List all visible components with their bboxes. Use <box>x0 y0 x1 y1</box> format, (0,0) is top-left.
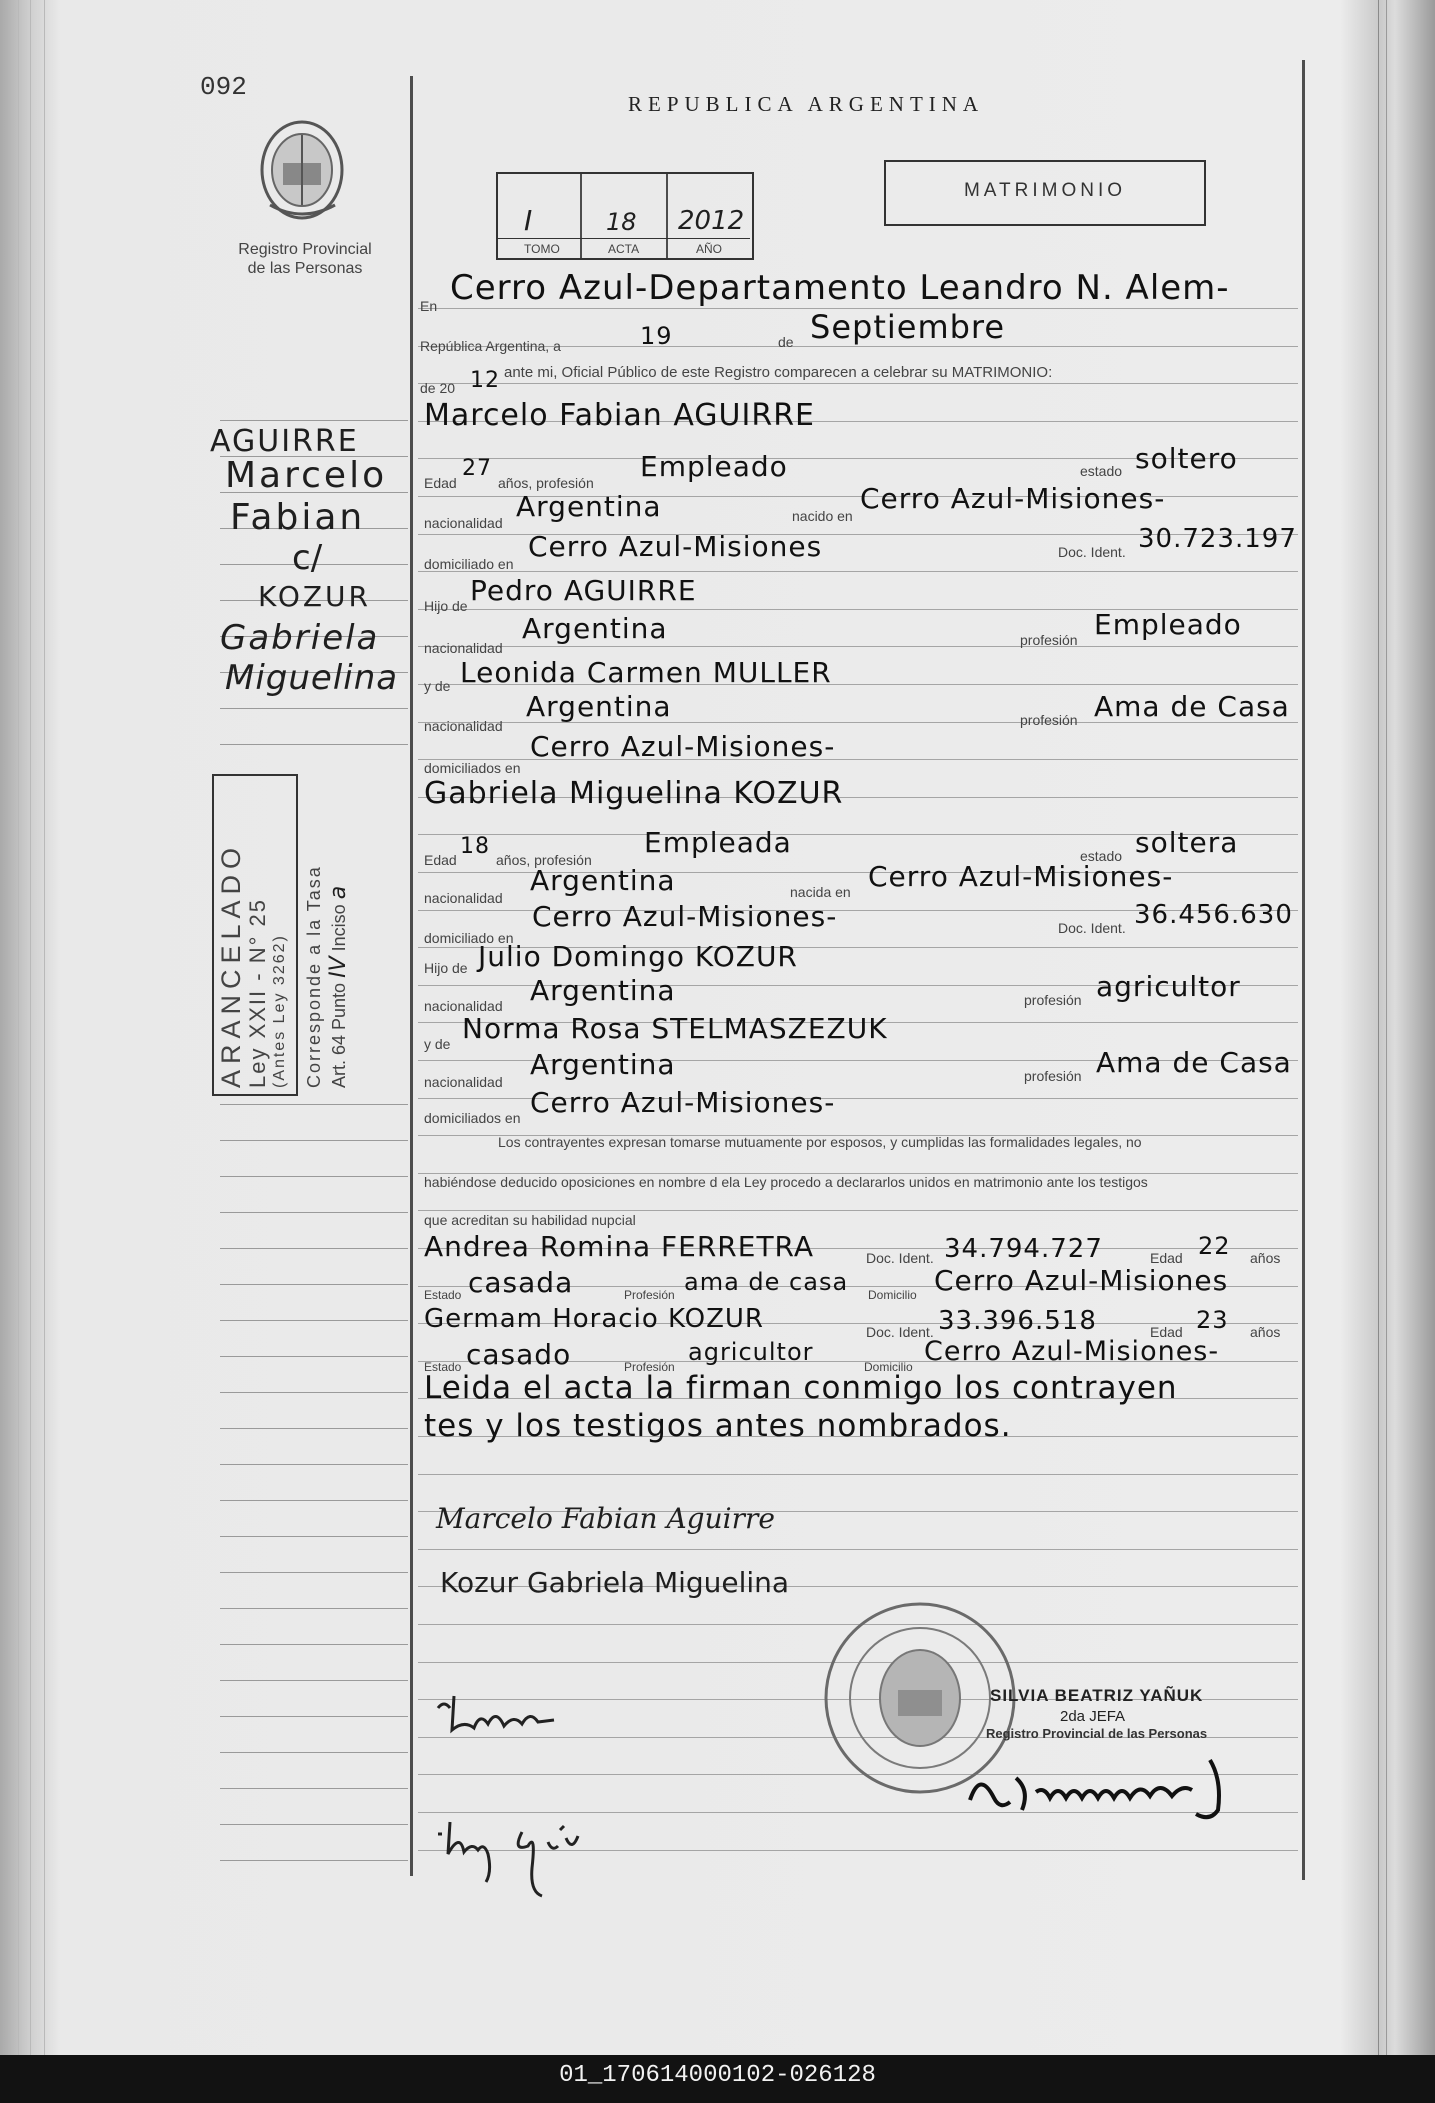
domiciliados-en-label: domiciliados en <box>424 760 521 776</box>
closing-line-1: Leida el acta la firman conmigo los contrayen <box>424 1370 1178 1406</box>
tomo-value: I <box>524 204 533 237</box>
estado-label: estado <box>1080 463 1123 479</box>
body-rule <box>418 646 1298 647</box>
fee-stamp-inciso-label: Inciso <box>329 904 349 952</box>
margin-rule <box>220 1608 408 1609</box>
place-value: Cerro Azul-Departamento Leandro N. Alem- <box>450 268 1230 308</box>
hijo-de-label: Hijo de <box>424 960 468 976</box>
groom-status: soltero <box>1135 442 1238 475</box>
signature-witness2 <box>432 1812 632 1902</box>
signature-groom: Marcelo Fabian Aguirre <box>436 1502 775 1535</box>
edad-label: Edad <box>1150 1324 1183 1340</box>
groom-mother: Leonida Carmen MULLER <box>460 656 832 689</box>
edad-label: Edad <box>424 852 457 868</box>
margin-rule <box>220 1464 408 1465</box>
groom-mother-profession: Ama de Casa <box>1094 690 1290 723</box>
y-de-label: y de <box>424 678 451 694</box>
acta-value: 18 <box>606 208 637 236</box>
registry-name: Registro Provincial de las Personas <box>238 241 372 277</box>
margin-rule <box>220 1104 408 1105</box>
margin-name-line: Gabriela <box>220 618 380 658</box>
profesion-label: profesión <box>1024 1068 1082 1084</box>
witness2-doc: 33.396.518 <box>938 1306 1097 1336</box>
witness1-doc: 34.794.727 <box>944 1234 1103 1264</box>
groom-father-profession: Empleado <box>1094 608 1242 641</box>
margin-rule <box>220 1788 408 1789</box>
margin-rule <box>220 1140 408 1141</box>
bride-born-in: Cerro Azul-Misiones- <box>868 860 1174 893</box>
margin-name-line: Fabian <box>230 497 366 538</box>
legal-text-3: que acreditan su habilidad nupcial <box>424 1212 636 1228</box>
doc-ident-label: Doc. Ident. <box>866 1324 934 1340</box>
de-label: de <box>778 334 794 350</box>
margin-rule <box>220 744 408 745</box>
domiciliado-en-label: domiciliado en <box>424 930 514 946</box>
margin-rule <box>220 708 408 709</box>
witness1-profession: ama de casa <box>684 1268 849 1296</box>
fee-stamp-inciso: a <box>326 885 351 900</box>
official-role: 2da JEFA <box>1060 1708 1126 1725</box>
domiciliados-en-label: domiciliados en <box>424 1110 521 1126</box>
nacida-en-label: nacida en <box>790 884 851 900</box>
bride-mother: Norma Rosa STELMASZEZUK <box>462 1012 888 1045</box>
groom-nationality: Argentina <box>516 490 662 523</box>
margin-rule <box>220 1356 408 1357</box>
margin-rule <box>220 1248 408 1249</box>
day-value: 19 <box>640 322 673 350</box>
republica-label: República Argentina, a <box>420 338 561 354</box>
nacido-en-label: nacido en <box>792 508 853 524</box>
margin-rule <box>220 1392 408 1393</box>
margin-rule <box>220 1500 408 1501</box>
groom-doc: 30.723.197 <box>1138 524 1297 554</box>
bride-profession: Empleada <box>644 826 792 859</box>
margin-rule <box>220 1716 408 1717</box>
margin-rule <box>220 1536 408 1537</box>
bride-father: Julio Domingo KOZUR <box>478 940 798 973</box>
witness1-age: 22 <box>1198 1232 1231 1260</box>
month-value: Septiembre <box>810 308 1006 346</box>
witness2-name: Germam Horacio KOZUR <box>424 1304 764 1334</box>
country-title: REPUBLICA ARGENTINA <box>628 92 985 116</box>
margin-rule <box>220 1176 408 1177</box>
intro-text: ante mi, Oficial Público de este Registro comparecen a celebrar su MATRIMONIO: <box>504 364 1053 381</box>
estado-label: Estado <box>424 1288 462 1302</box>
margin-name-line: Marcelo <box>225 455 388 496</box>
act-type: MATRIMONIO <box>963 180 1127 201</box>
legal-text-2: habiéndose deducido oposiciones en nombre d ela Ley procedo a declararlos unidos en matrimonio ante los testigos <box>424 1174 1148 1190</box>
margin-rule <box>220 1428 408 1429</box>
hijo-de-label: Hijo de <box>424 598 468 614</box>
groom-name: Marcelo Fabian AGUIRRE <box>424 398 816 433</box>
witness2-profession: agricultor <box>688 1338 814 1366</box>
doc-ident-label: Doc. Ident. <box>866 1250 934 1266</box>
closing-line-2: tes y los testigos antes nombrados. <box>424 1408 1012 1444</box>
margin-name-line: AGUIRRE <box>210 424 359 459</box>
groom-father: Pedro AGUIRRE <box>470 574 697 607</box>
profesion-label: profesión <box>1024 992 1082 1008</box>
fee-stamp-text <box>216 778 290 1088</box>
margin-name-line: KOZUR <box>258 580 371 613</box>
year-prefix-label: de 20 <box>420 380 456 396</box>
margin-rule <box>220 1212 408 1213</box>
fee-stamp-punto: IV <box>326 956 351 978</box>
margin-rule <box>220 1644 408 1645</box>
groom-mother-nationality: Argentina <box>526 690 672 723</box>
bride-mother-profession: Ama de Casa <box>1096 1046 1292 1079</box>
margin-rule <box>220 1860 408 1861</box>
anos-profesion-label: años, profesión <box>498 475 594 491</box>
official-office: Registro Provincial de las Personas <box>986 1726 1208 1741</box>
nacionalidad-label: nacionalidad <box>424 890 503 906</box>
fee-stamp-line4: Corresponde a la Tasa <box>304 865 324 1088</box>
bride-doc: 36.456.630 <box>1134 900 1293 930</box>
fee-stamp-line3: (Antes Ley 3262) <box>271 934 288 1088</box>
profesion-label: Profesión <box>624 1288 675 1302</box>
body-rule <box>418 1549 1298 1550</box>
body-rule <box>418 1210 1298 1211</box>
profesion-label: profesión <box>1020 712 1078 728</box>
nacionalidad-label: nacionalidad <box>424 998 503 1014</box>
year-suffix-value: 12 <box>470 368 500 393</box>
groom-born-in: Cerro Azul-Misiones- <box>860 482 1166 515</box>
domiciliado-en-label: domiciliado en <box>424 556 514 572</box>
estado-label: Estado <box>424 1360 462 1374</box>
bride-parents-domicile: Cerro Azul-Misiones- <box>530 1086 836 1119</box>
bride-mother-nationality: Argentina <box>530 1048 676 1081</box>
y-de-label: y de <box>424 1036 451 1052</box>
bride-father-profession: agricultor <box>1096 970 1241 1003</box>
witness1-domicile: Cerro Azul-Misiones <box>934 1264 1229 1297</box>
body-rule <box>418 571 1298 572</box>
groom-profession: Empleado <box>640 450 788 483</box>
bride-nationality: Argentina <box>530 864 676 897</box>
groom-parents-domicile: Cerro Azul-Misiones- <box>530 730 836 763</box>
anio-value: 2012 <box>678 206 745 236</box>
witness1-name: Andrea Romina FERRETRA <box>424 1230 815 1263</box>
signature-bride: Kozur Gabriela Miguelina <box>440 1566 790 1599</box>
coat-of-arms-icon <box>255 115 350 225</box>
bride-age: 18 <box>460 834 490 859</box>
groom-age: 27 <box>462 456 492 481</box>
domicilio-label: Domicilio <box>864 1360 913 1374</box>
tomo-label: TOMO <box>524 242 560 256</box>
fee-stamp-line5: Art. 64 Punto <box>329 982 349 1088</box>
estado-label: estado <box>1080 848 1123 864</box>
fee-stamp-line2: Ley XXII - N° 25 <box>245 898 270 1088</box>
margin-name-line: c/ <box>292 538 323 578</box>
nacionalidad-label: nacionalidad <box>424 515 503 531</box>
nacionalidad-label: nacionalidad <box>424 1074 503 1090</box>
en-label: En <box>420 298 438 314</box>
anos-label: años <box>1250 1250 1281 1266</box>
legal-text-1: Los contrayentes expresan tomarse mutuamente por esposos, y cumplidas las formalidades legales, no <box>498 1134 1142 1150</box>
margin-name-line: Miguelina <box>225 658 399 698</box>
margin-rule <box>220 1824 408 1825</box>
domicilio-label: Domicilio <box>868 1288 917 1302</box>
margin-rule <box>220 1320 408 1321</box>
doc-ident-label: Doc. Ident. <box>1058 920 1126 936</box>
bride-status: soltera <box>1135 826 1239 859</box>
profesion-label: Profesión <box>624 1360 675 1374</box>
margin-rule <box>220 1284 408 1285</box>
anos-profesion-label: años, profesión <box>496 852 592 868</box>
margin-rule <box>220 1572 408 1573</box>
scan-id: 01_170614000102-026128 <box>559 2062 876 2089</box>
groom-father-nationality: Argentina <box>522 612 668 645</box>
acta-label: ACTA <box>608 242 640 256</box>
fee-stamp-tax <box>302 768 352 1088</box>
doc-ident-label: Doc. Ident. <box>1058 544 1126 560</box>
bride-name: Gabriela Miguelina KOZUR <box>424 776 844 811</box>
witness1-status: casada <box>468 1266 574 1299</box>
anos-label: años <box>1250 1324 1281 1340</box>
body-rule <box>418 1474 1298 1475</box>
margin-rule <box>220 420 408 421</box>
bride-father-nationality: Argentina <box>530 974 676 1007</box>
groom-domicile: Cerro Azul-Misiones <box>528 530 823 563</box>
witness2-domicile: Cerro Azul-Misiones- <box>924 1336 1220 1367</box>
profesion-label: profesión <box>1020 632 1078 648</box>
anio-label: AÑO <box>696 242 723 256</box>
nacionalidad-label: nacionalidad <box>424 640 503 656</box>
witness2-status: casado <box>466 1338 572 1371</box>
official-signature <box>960 1740 1280 1840</box>
body-rule <box>418 383 1298 384</box>
fee-stamp-line1: ARANCELADO <box>216 841 246 1088</box>
witness2-age: 23 <box>1196 1306 1229 1334</box>
signature-witness1 <box>434 1690 594 1740</box>
margin-rule <box>220 1752 408 1753</box>
edad-label: Edad <box>424 475 457 491</box>
margin-rule <box>220 1680 408 1681</box>
nacionalidad-label: nacionalidad <box>424 718 503 734</box>
official-name: SILVIA BEATRIZ YAÑUK <box>990 1686 1204 1705</box>
page-number: 092 <box>200 72 247 102</box>
bride-domicile: Cerro Azul-Misiones- <box>532 900 838 933</box>
edad-label: Edad <box>1150 1250 1183 1266</box>
